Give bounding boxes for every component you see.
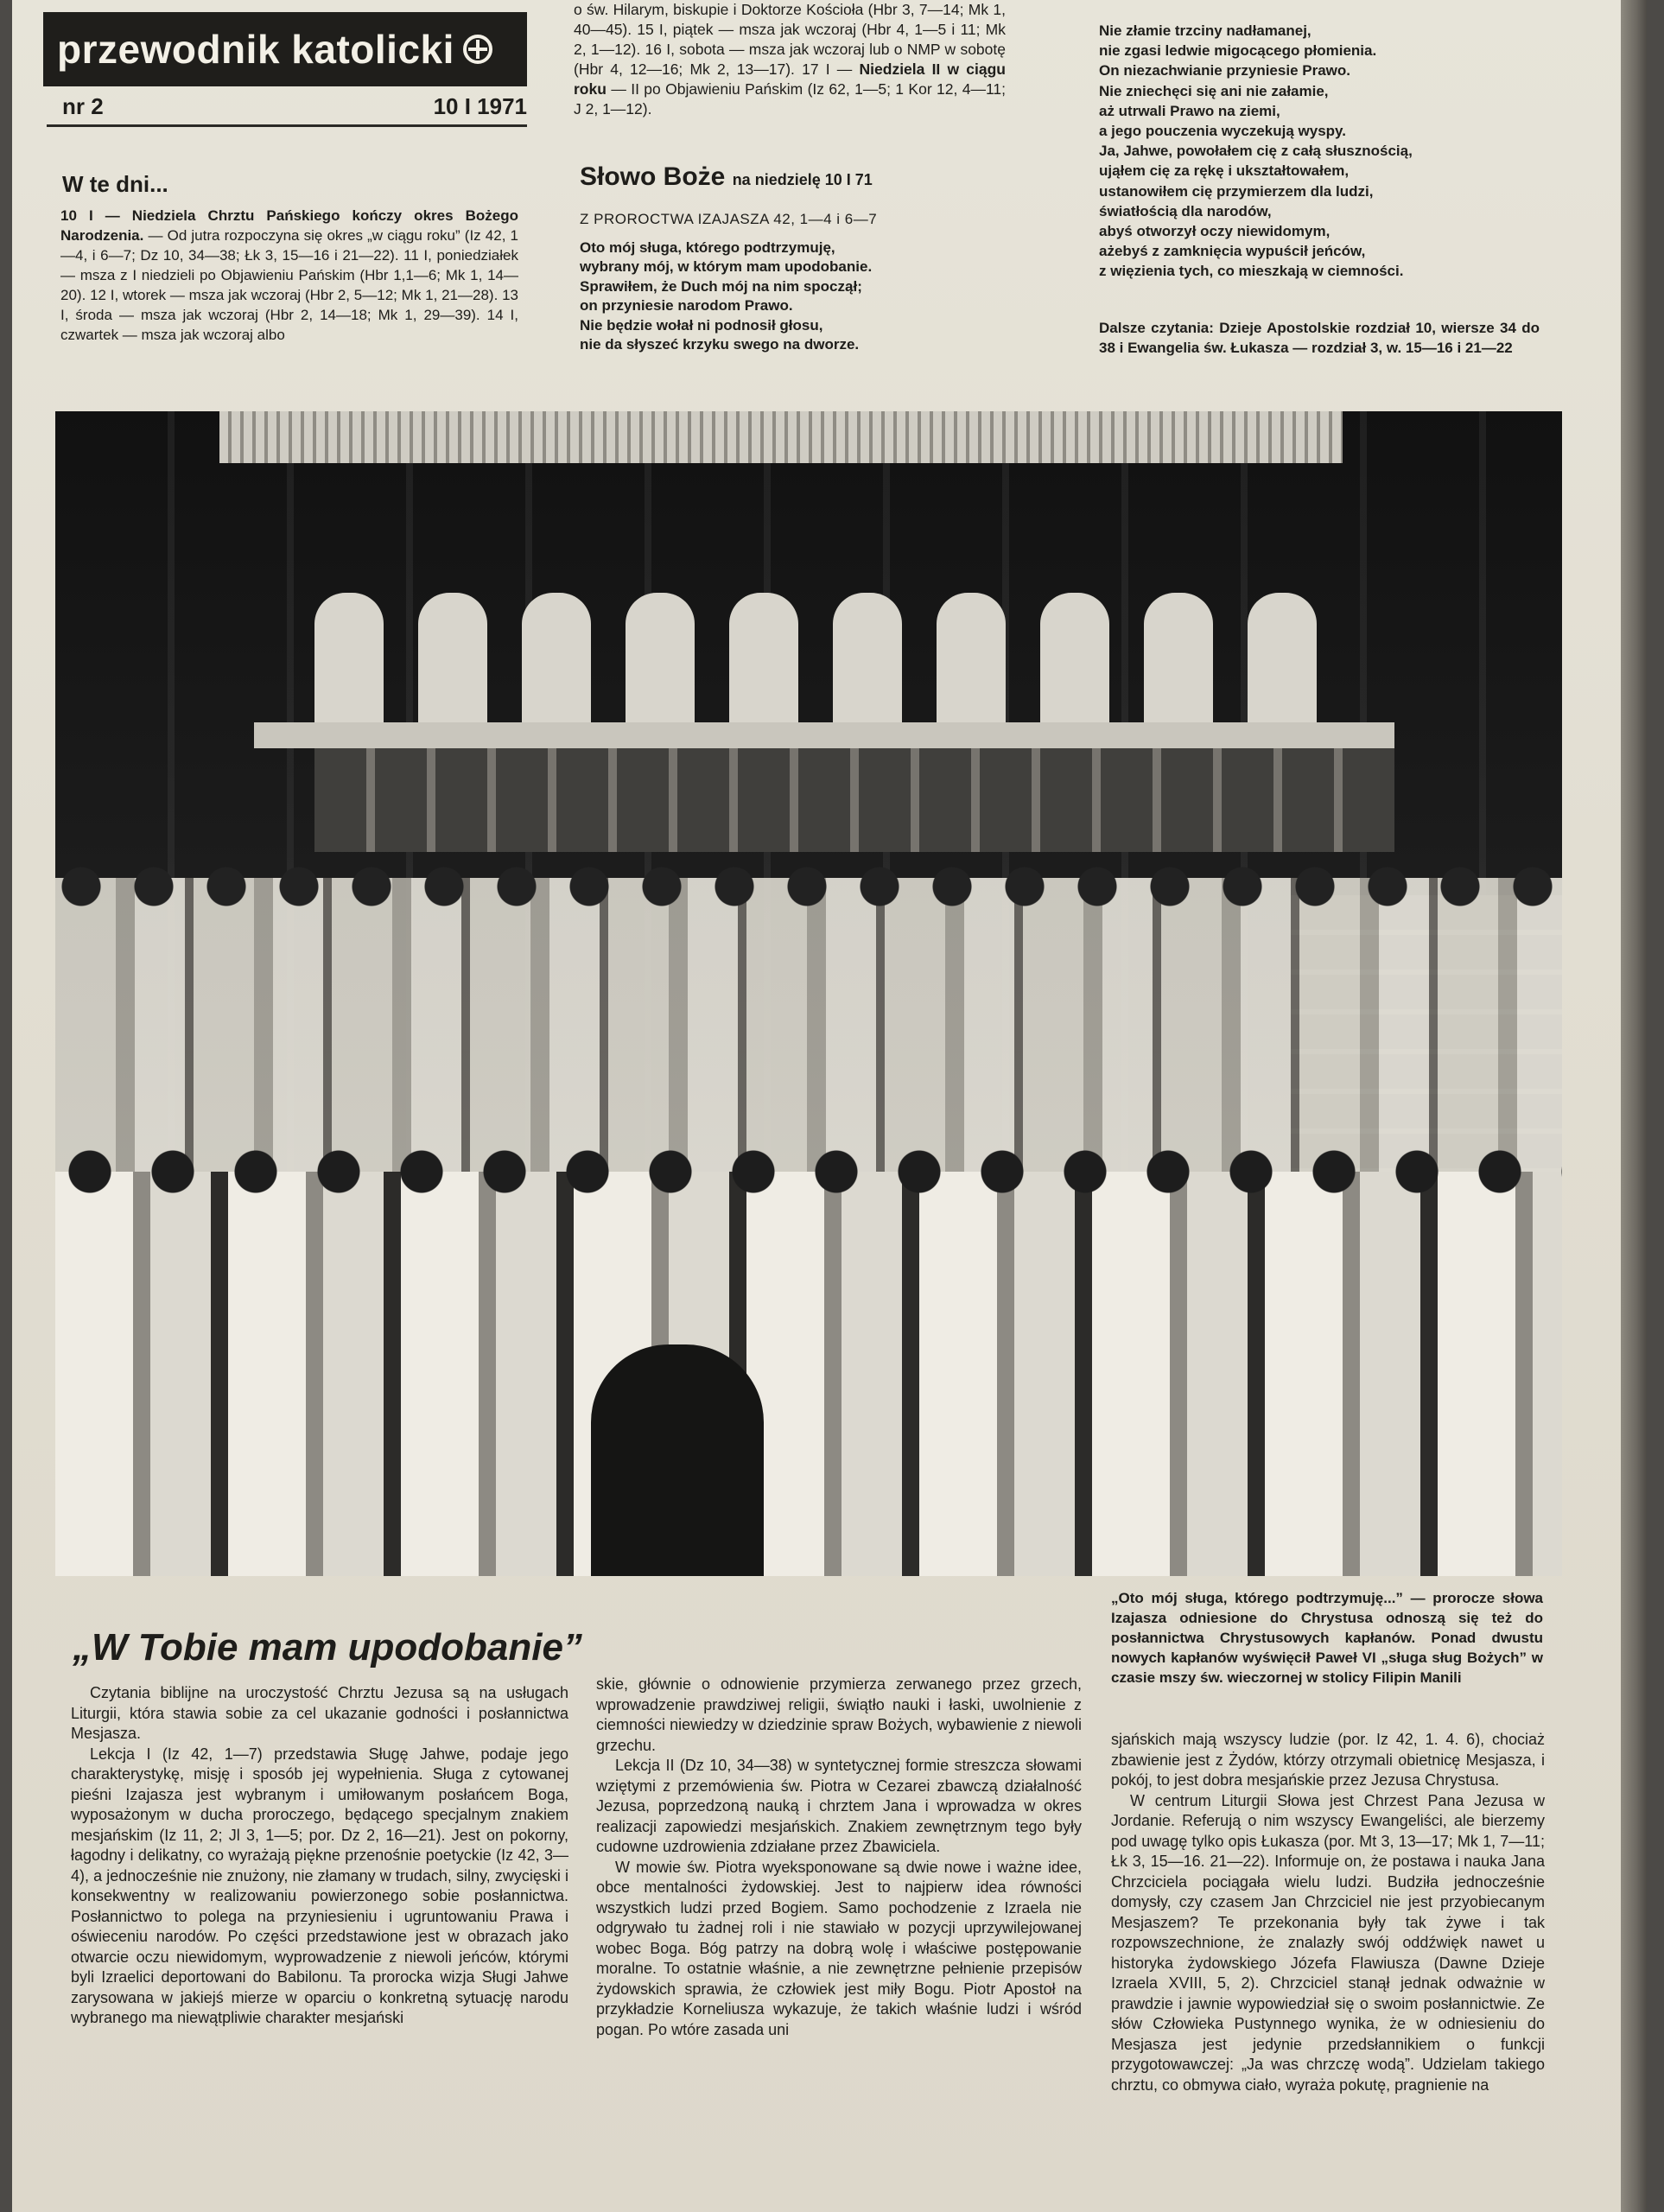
calendar-bold: Niedziela II w ciągu roku <box>574 60 1006 98</box>
cross-icon <box>463 35 492 64</box>
verse-line: Nie będzie wołał ni podnosił głosu, <box>580 316 823 334</box>
photo-figure <box>1144 593 1213 731</box>
verse-line: Ja, Jahwe, powołałem cię z całą słusznością, <box>1099 143 1413 160</box>
paragraph: Czytania biblijne na uroczystość Chrztu Jezusa są na usługach Liturgii, która stawia sobie za cel ukazanie godności i posłannictwa Mesjasza. <box>71 1684 568 1742</box>
mass-photograph <box>55 411 1562 1576</box>
photo-figure <box>1040 593 1109 731</box>
photo-figure <box>418 593 487 731</box>
reading-verse <box>580 238 960 354</box>
article-title: „W Tobie mam upodobanie” <box>73 1626 582 1669</box>
verse-line: On niezachwianie przyniesie Prawo. <box>1099 62 1350 79</box>
paragraph: sjańskich mają wszyscy ludzie (por. Iz 42, 1. 4. 6), chociaż zbawienie jest z Żydów, którzy otrzymali obietnicę Mesjasza, i pokój, to jest dobra mesjańskie przez Jezusa Chrystusa. <box>1111 1731 1545 1789</box>
w-te-dni-lead: 10 I — Niedziela Chrztu Pańskiego kończy okres Bożego Narodzenia. <box>60 207 518 244</box>
masthead <box>43 12 527 86</box>
verse-line: ustanowiłem cię przymierzem dla ludzi, <box>1099 182 1374 200</box>
slowo-boze-subtitle: na niedzielę 10 I 71 <box>732 171 873 188</box>
photo-dark-figure <box>591 1344 764 1576</box>
photo-altar-front <box>314 748 1394 852</box>
verse-line: wybrany mój, w którym mam upodobanie. <box>580 258 873 276</box>
photo-figure <box>314 593 384 731</box>
page-edge <box>1621 0 1647 2212</box>
slowo-boze-heading <box>580 162 873 192</box>
photo-heads-front <box>55 1146 1562 1198</box>
magazine-title: przewodnik katolicki <box>57 27 454 72</box>
paragraph: skie, głównie o odnowienie przymierza zerwanego przez grzech, wprowadzenie prawdziwej religii, świątło nauki i łaski, uwolnienie z ciemności niewiedzy w dziedzinie spraw Bożych, wybawienie z niewoli grzechu. <box>596 1675 1082 1754</box>
photo-canopy <box>219 411 1343 463</box>
calendar-continuation <box>574 0 1006 119</box>
paragraph: Lekcja II (Dz 10, 34—38) w syntetycznej formie streszcza słowami wziętymi z przemówienia św. Piotra w Cezarei zbawczą działalność Jezusa, poprzedzoną nauką i chrztem Jana i wprowadza w okres realizacji zapowiedzi mesjańskich. Znakiem zewnętrznym tego były cudowne uzdrowienia zdziałane przez Zbawiciela. <box>596 1757 1082 1855</box>
photo-heads-row <box>55 861 1562 912</box>
issue-row <box>47 93 527 119</box>
header-rule <box>47 124 527 127</box>
issue-date: 10 I 1971 <box>433 93 527 119</box>
verse-line: on przyniesie narodom Prawo. <box>580 297 793 315</box>
magazine-page <box>12 0 1647 2212</box>
verse-line: Nie zniechęci się ani nie załamie, <box>1099 82 1329 99</box>
w-te-dni-body: — Od jutra rozpoczyna się okres „w ciągu roku” (Iz 42, 1—4, i 6—7; Dz 10, 34—38; Łk 3, 15—16 i 21—22). 11 I, poniedziałek — msza z I niedzieli po Objawieniu Pańskim (Hbr 1,1—6; Mk 1, 14—20). 12 I, wtorek — msza jak wczoraj (Hbr 2, 5—12; Mk 1, 21—28). 13 I, środa — msza jak wczoraj (Hbr 2, 14—18; Mk 1, 29—39). 14 I, czwartek — msza jak wczoraj albo <box>60 227 518 343</box>
verse-line: ażebyś z zamknięcia wypuścił jeńców, <box>1099 243 1366 260</box>
paragraph: W centrum Liturgii Słowa jest Chrzest Pana Jezusa w Jordanie. Referują o nim wszyscy Ewangeliści, ale bierzemy pod uwagę tylko opis Łukasza (por. Mt 3, 13—17; Mk 1, 7—11; Łk 3, 15—16. 21—22). Informuje on, że postawa i nauka Jana Chrzciciela pociągała wielu ludzi. Budziła jednocześnie domysły, czy czasem Jan Chrzciciel nie jest przyobiecanym Mesjaszem? Te przekonania były tak żywe i tak rozpowszechnione, że znalazły swój oddźwięk nawet u historyka żydowskiego Józefa Flawiusza (Dawne Dzieje Izraela XVIII, 5, 2). Chrzciciel stanął jednak odważnie w prawdzie i jawnie wypowiedział się o swoim posłannictwie. Ze słów Człowieka Pustynnego wynika, że w odniesieniu do Mesjasza jest jedynie przedsłannikiem o funkcji przygotowawczej: „Ja was chrzczę wodą”. Udzielam takiego chrztu, co obmywa ciało, wyraża pokutę, pragnienie na <box>1111 1791 1545 2094</box>
verse-line: aż utrwali Prawo na ziemi, <box>1099 102 1280 119</box>
article-column-1 <box>71 1683 568 2029</box>
verse-line: z więzienia tych, co mieszkają w ciemności. <box>1099 263 1404 280</box>
photo-priests-front <box>55 1172 1562 1576</box>
verse-line: Sprawiłem, że Duch mój na nim spoczął; <box>580 277 862 295</box>
verse-line: Oto mój sługa, którego podtrzymuję, <box>580 239 835 256</box>
paragraph: Lekcja I (Iz 42, 1—7) przedstawia Sługę Jahwe, podaje jego charakterystykę, misję i sposób jej wypełnienia. Sługa z cytowanej pieśni Izajasza jest wybranym i umiłowanym posłańcem Boga, wyposażonym w ducha proroczego, będącego specjalnym znakiem mesjańskim (Iz 11, 2; Jl 3, 1—5; por. Dz 2, 16—21). Jest on pokorny, łagodny i delikatny, co wyrażają piękne przenośnie poetyckie (Iz 42, 3—4), a jednocześnie nie znużony, nie złamany w trudach, silny, zwycięski i konsekwentny w realizowaniu powierzonego sobie posłannictwa. Posłannictwo to polega na przyniesieniu i ugruntowaniu Prawa i oświeceniu narodów. Po części przedstawione jest w obrazach jako otwarcie oczu niewidomym, wyprowadzenie z niewoli jeńców, którymi byli Izraelici deportowani do Babilonu. Ta prorocka wizja Sługi Jahwe zarysowana w jakiejś mierze w oparciu o konkretną sytuację narodu wybranego ma niewątpliwie charakter mesjański <box>71 1745 568 2026</box>
photo-figure <box>522 593 591 731</box>
verse-continuation <box>1099 21 1531 282</box>
further-readings: Dalsze czytania: Dzieje Apostolskie rozdział 10, wiersze 34 do 38 i Ewangelia św. Łukasza — rozdział 3, w. 15—16 i 21—22 <box>1099 320 1540 356</box>
photo-figure <box>937 593 1006 731</box>
verse-line: światłością dla narodów, <box>1099 202 1272 219</box>
w-te-dni-heading: W te dni... <box>62 171 168 197</box>
photo-figure <box>729 593 798 731</box>
photo-caption: „Oto mój sługa, którego podtrzymuję...” — prorocze słowa Izajasza odniesione do Chrystusa odnoszą się też do posłannictwa Chrystusowych kapłanów. Ponad dwustu nowych kapłanów wyświęcił Paweł VI „sługa sług Bożych” w czasie mszy św. wieczornej w stolicy Filipin Manili <box>1111 1590 1543 1686</box>
verse-line: nie da słyszeć krzyku swego na dworze. <box>580 336 860 353</box>
photo-figure <box>1248 593 1317 731</box>
verse-line: nie zgasi ledwie migocącego płomienia. <box>1099 42 1377 60</box>
verse-line: abyś otworzył oczy niewidomym, <box>1099 223 1331 240</box>
slowo-boze-title: Słowo Boże <box>580 162 726 191</box>
issue-number: nr 2 <box>62 93 104 119</box>
calendar-text-a: o św. Hilarym, biskupie i Doktorze Kościoła (Hbr 3, 7—14; Mk 1, 40—45). 15 I, piątek — msza jak wczoraj (Hbr 4, 1—5 i 11; Mk 2, 1—12). 16 I, sobota — msza jak wczoraj lub o NMP w sobotę (Hbr 4, 12—16; Mk 2, 13—17). 17 I — <box>574 1 1006 78</box>
paragraph: W mowie św. Piotra wyeksponowane są dwie nowe i ważne idee, obce mentalności żydowskiej. Jest to najpierw idea równości wszystkich ludzi przed Bogiem. Samo pochodzenie z Izraela nie odgrywało tu żadnej roli i nie stawiało w pozycji uprzywilejowanej wobec Boga. Bóg patrzy na dobrą wolę i właściwe postępowanie moralne. To ostatnie właśnie, a nie zewnętrzne pełnienie przepisów żydowskich sprawia, że człowiek jest miły Bogu. Piotr Apostoł na przykładzie Korneliusza wykazuje, że takich właśnie ludzi i wśród pogan. Po wtóre zasada uni <box>596 1858 1082 2038</box>
calendar-text-b: — II po Objawieniu Pańskim (Iz 62, 1—5; 1 Kor 12, 4—11; J 2, 1—12). <box>574 80 1006 118</box>
article-column-3 <box>1111 1730 1545 2095</box>
article-column-2 <box>596 1675 1082 2040</box>
w-te-dni-text <box>60 206 518 345</box>
verse-line: Nie złamie trzciny nadłamanej, <box>1099 22 1312 39</box>
verse-line: ująłem cię za rękę i ukształtowałem, <box>1099 162 1350 180</box>
reading-reference: Z PROROCTWA IZAJASZA 42, 1—4 i 6—7 <box>580 211 878 227</box>
photo-altar <box>254 722 1394 748</box>
verse-line: a jego pouczenia wyczekują wyspy. <box>1099 123 1346 140</box>
photo-figure <box>833 593 902 731</box>
photo-figure <box>626 593 695 731</box>
